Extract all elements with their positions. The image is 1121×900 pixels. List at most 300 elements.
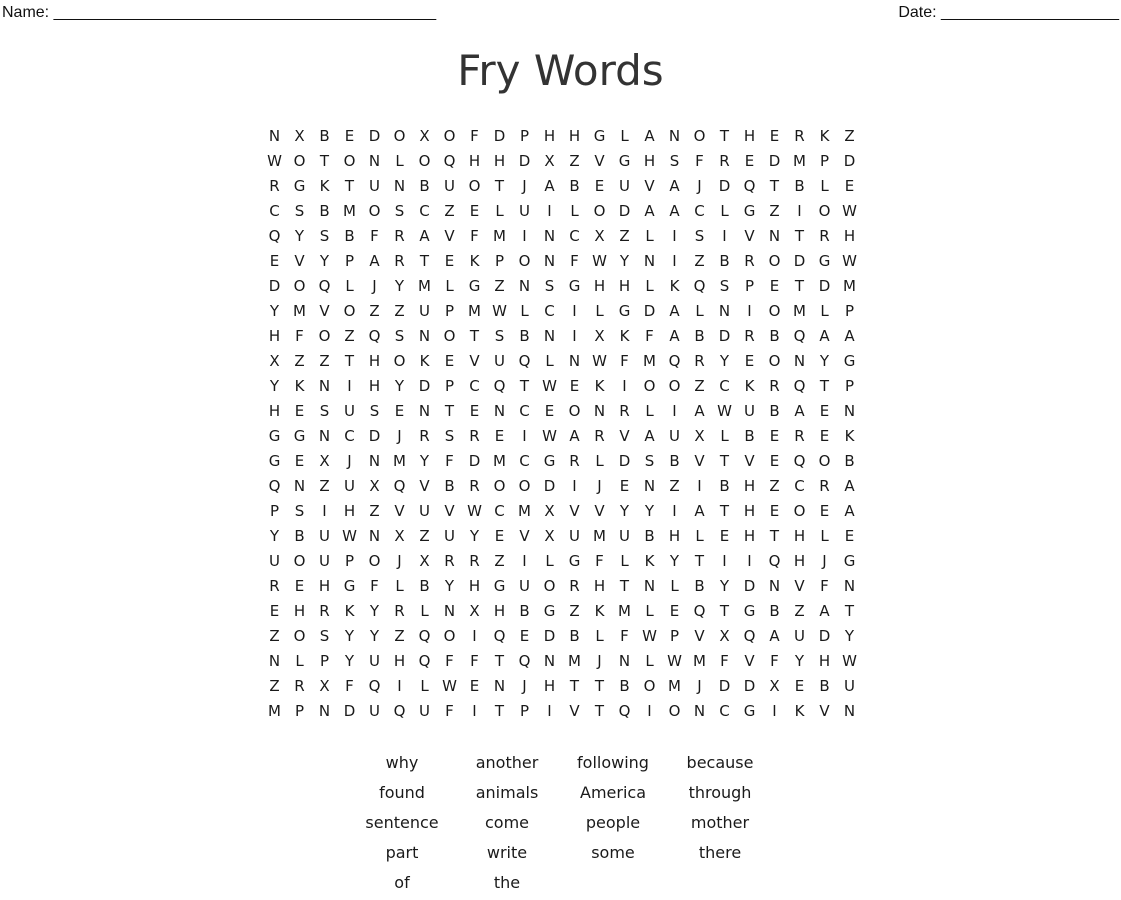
grid-letter: Q [368,677,381,695]
grid-letter: H [593,577,606,595]
grid-letter: M [493,227,506,245]
grid-letter: R [794,127,805,145]
grid-letter: N [318,427,331,445]
grid-letter: O [293,627,306,645]
grid-letter: S [319,227,330,245]
grid-letter: Z [569,602,580,620]
grid-letter: C [544,302,555,320]
grid-letter: G [843,352,856,370]
grid-letter: N [543,327,556,345]
grid-letter: O [293,552,306,570]
grid-letter: E [844,177,855,195]
grid-letter: T [794,277,805,295]
grid-letter: D [768,152,781,170]
grid-letter: D [743,577,756,595]
grid-letter: P [444,377,455,395]
grid-letter: E [469,402,480,420]
grid-letter: T [794,227,805,245]
grid-letter: F [720,652,729,670]
grid-letter: D [268,277,281,295]
grid-letter: P [494,252,505,270]
grid-letter: O [443,627,456,645]
grid-letter: K [619,327,630,345]
grid-letter: S [394,327,405,345]
grid-letter: M [693,652,706,670]
grid-letter: B [444,477,455,495]
word-list-item: mother [690,813,750,832]
grid-letter: K [294,377,305,395]
grid-letter: Z [269,677,280,695]
grid-letter: T [594,677,605,695]
grid-letter: T [519,377,530,395]
grid-letter: F [370,577,379,595]
grid-letter: V [444,227,455,245]
grid-letter: K [819,127,830,145]
grid-letter: O [693,127,706,145]
grid-letter: A [694,502,705,520]
grid-letter: L [495,202,504,220]
grid-letter: R [394,602,405,620]
grid-letter: D [368,427,381,445]
grid-letter: X [544,152,555,170]
grid-letter: T [344,177,355,195]
grid-letter: B [694,577,705,595]
grid-letter: G [543,452,556,470]
grid-letter: M [493,452,506,470]
grid-letter: B [319,127,330,145]
grid-letter: I [747,302,752,320]
grid-letter: Y [819,352,830,370]
grid-letter: Q [743,627,756,645]
grid-letter: T [569,677,580,695]
grid-letter: I [672,252,677,270]
grid-letter: M [843,277,856,295]
grid-letter: D [718,177,731,195]
date-field: Date: ____________________ [898,4,1119,21]
grid-letter: J [697,177,702,195]
grid-letter: E [794,677,805,695]
grid-letter: I [397,677,402,695]
grid-letter: I [472,627,477,645]
grid-letter: P [844,377,855,395]
grid-letter: V [569,502,580,520]
grid-letter: L [695,527,704,545]
grid-letter: D [818,277,831,295]
grid-letter: O [768,352,781,370]
grid-letter: R [569,452,580,470]
grid-letter: G [843,552,856,570]
grid-letter: B [419,577,430,595]
grid-letter: L [420,602,429,620]
grid-letter: V [744,452,755,470]
grid-letter: Y [619,502,630,520]
grid-letter: B [419,177,430,195]
grid-letter: A [844,502,855,520]
grid-letter: R [744,252,755,270]
grid-letter: E [494,527,505,545]
grid-letter: D [618,202,631,220]
grid-letter: H [843,227,856,245]
grid-letter: L [645,652,654,670]
grid-letter: O [493,477,506,495]
word-list-item: following [577,753,649,772]
grid-letter: Y [394,377,405,395]
grid-letter: C [469,377,480,395]
grid-letter: B [769,402,780,420]
grid-letter: K [644,552,655,570]
grid-letter: L [670,577,679,595]
grid-letter: O [518,252,531,270]
grid-letter: T [594,702,605,720]
grid-letter: N [293,477,306,495]
letter-grid [262,124,862,724]
grid-letter: Y [269,302,280,320]
grid-letter: S [694,227,705,245]
grid-letter: U [794,627,805,645]
grid-letter: N [768,227,781,245]
grid-letter: C [519,402,530,420]
grid-letter: B [844,452,855,470]
grid-letter: E [819,502,830,520]
grid-letter: S [319,627,330,645]
grid-letter: J [397,427,402,445]
grid-letter: I [547,702,552,720]
grid-letter: Y [469,527,480,545]
grid-letter: D [493,127,506,145]
grid-letter: U [419,302,430,320]
grid-letter: P [744,277,755,295]
grid-letter: Q [743,177,756,195]
grid-letter: H [343,502,356,520]
grid-letter: P [344,552,355,570]
grid-letter: I [772,702,777,720]
grid-letter: A [569,427,580,445]
grid-letter: N [568,352,581,370]
grid-letter: Y [319,252,330,270]
grid-letter: R [269,577,280,595]
grid-letter: F [295,327,304,345]
grid-letter: Q [318,277,331,295]
grid-letter: R [419,427,430,445]
grid-letter: T [419,252,430,270]
grid-letter: B [644,527,655,545]
grid-letter: K [744,377,755,395]
grid-letter: B [769,327,780,345]
grid-letter: N [493,402,506,420]
grid-letter: B [319,202,330,220]
grid-letter: W [542,377,557,395]
grid-letter: V [619,427,630,445]
grid-letter: F [620,352,629,370]
grid-letter: G [543,602,556,620]
grid-letter: Y [644,502,655,520]
grid-letter: N [643,477,656,495]
grid-letter: W [592,352,607,370]
grid-letter: S [369,402,380,420]
grid-letter: I [672,502,677,520]
grid-letter: E [769,452,780,470]
grid-letter: O [293,152,306,170]
grid-letter: T [494,652,505,670]
grid-letter: I [572,477,577,495]
grid-letter: E [469,677,480,695]
grid-letter: S [294,202,305,220]
grid-letter: Q [693,277,706,295]
grid-letter: H [643,152,656,170]
grid-letter: U [444,527,455,545]
grid-letter: Q [418,627,431,645]
grid-letter: O [518,477,531,495]
grid-letter: Z [694,252,705,270]
grid-letter: H [493,152,506,170]
grid-letter: R [694,352,705,370]
grid-letter: T [819,377,830,395]
grid-letter: A [819,327,830,345]
grid-letter: P [344,252,355,270]
grid-letter: W [492,302,507,320]
grid-letter: X [544,502,555,520]
grid-letter: N [368,152,381,170]
grid-letter: K [319,177,330,195]
grid-letter: Q [393,477,406,495]
grid-letter: Q [493,377,506,395]
grid-letter: V [794,577,805,595]
grid-letter: H [368,377,381,395]
grid-letter: K [344,602,355,620]
grid-letter: W [267,152,282,170]
grid-letter: K [594,602,605,620]
grid-letter: O [468,177,481,195]
grid-letter: C [694,202,705,220]
grid-letter: V [294,252,305,270]
grid-letter: Z [294,352,305,370]
word-list-item: part [385,843,419,862]
grid-letter: Q [618,702,631,720]
grid-letter: R [719,152,730,170]
grid-letter: A [644,127,655,145]
grid-letter: D [643,302,656,320]
grid-letter: H [743,127,756,145]
word-list-item: because [686,753,754,772]
grid-letter: F [695,152,704,170]
grid-letter: E [344,127,355,145]
grid-letter: Q [518,352,531,370]
grid-letter: T [494,702,505,720]
grid-letter: Y [294,227,305,245]
grid-letter: R [594,427,605,445]
grid-letter: E [294,452,305,470]
grid-letter: G [468,277,481,295]
grid-letter: M [643,352,656,370]
grid-letter: E [444,352,455,370]
grid-letter: A [694,402,705,420]
grid-letter: G [568,552,581,570]
word-list-item: found [379,783,425,802]
grid-letter: T [319,152,330,170]
grid-letter: I [347,377,352,395]
grid-letter: B [619,677,630,695]
word-list-item: write [486,843,528,862]
grid-letter: H [493,602,506,620]
grid-letter: L [445,277,454,295]
grid-letter: D [818,627,831,645]
grid-letter: L [545,352,554,370]
grid-letter: U [344,477,355,495]
grid-letter: S [319,402,330,420]
grid-letter: O [318,327,331,345]
grid-letter: A [794,402,805,420]
grid-letter: V [319,302,330,320]
grid-letter: K [669,277,680,295]
grid-letter: M [618,602,631,620]
grid-letter: I [622,377,627,395]
grid-letter: M [268,702,281,720]
grid-letter: R [269,177,280,195]
word-list-item: people [585,813,641,832]
grid-letter: H [593,277,606,295]
grid-letter: I [672,227,677,245]
word-list-item: why [385,753,419,772]
grid-letter: F [570,252,579,270]
grid-letter: E [469,202,480,220]
grid-letter: U [619,527,630,545]
grid-letter: U [744,402,755,420]
grid-letter: X [294,127,305,145]
grid-letter: N [618,652,631,670]
grid-letter: Y [619,252,630,270]
grid-letter: U [369,652,380,670]
grid-letter: P [819,152,830,170]
grid-letter: U [669,427,680,445]
grid-letter: Z [394,302,405,320]
word-list-item: come [484,813,529,832]
word-list-item: some [591,843,635,862]
grid-letter: C [344,427,355,445]
grid-letter: J [597,652,602,670]
grid-letter: V [744,652,755,670]
grid-letter: L [720,427,729,445]
grid-letter: F [470,652,479,670]
grid-letter: D [793,252,806,270]
grid-letter: X [594,227,605,245]
grid-letter: Z [419,527,430,545]
grid-letter: F [470,127,479,145]
grid-letter: S [669,152,680,170]
grid-letter: B [719,477,730,495]
grid-letter: Q [518,652,531,670]
grid-letter: T [719,127,730,145]
grid-letter: N [718,302,731,320]
grid-letter: E [519,627,530,645]
grid-letter: Y [719,352,730,370]
grid-letter: I [522,227,527,245]
grid-letter: N [668,127,681,145]
grid-letter: R [394,227,405,245]
grid-letter: V [644,177,655,195]
grid-letter: Z [494,552,505,570]
grid-letter: L [620,127,629,145]
grid-letter: X [369,477,380,495]
grid-letter: Y [719,577,730,595]
grid-letter: F [345,677,354,695]
grid-letter: U [619,177,630,195]
grid-letter: N [493,677,506,695]
grid-letter: J [522,177,527,195]
grid-letter: O [793,502,806,520]
grid-letter: N [843,402,856,420]
word-list-item: of [394,873,410,892]
grid-letter: Y [269,377,280,395]
grid-letter: S [444,427,455,445]
grid-letter: Y [419,452,430,470]
grid-letter: B [294,527,305,545]
grid-letter: V [469,352,480,370]
grid-letter: T [619,577,630,595]
grid-letter: O [393,352,406,370]
grid-letter: T [769,527,780,545]
grid-letter: W [592,252,607,270]
grid-letter: U [319,527,330,545]
grid-letter: U [419,502,430,520]
grid-letter: Z [494,277,505,295]
grid-letter: S [719,277,730,295]
grid-letter: Q [268,477,281,495]
grid-letter: E [819,402,830,420]
grid-letter: U [844,677,855,695]
grid-letter: U [419,702,430,720]
grid-letter: N [543,652,556,670]
grid-letter: Q [768,552,781,570]
grid-letter: F [620,627,629,645]
grid-letter: P [669,627,680,645]
grid-letter: N [543,227,556,245]
grid-letter: C [794,477,805,495]
grid-letter: E [744,152,755,170]
grid-letter: Q [793,327,806,345]
grid-letter: J [822,552,827,570]
grid-letter: O [668,702,681,720]
page-title: Fry Words [457,46,664,95]
grid-letter: D [543,627,556,645]
grid-letter: R [469,552,480,570]
grid-letter: F [595,552,604,570]
grid-letter: L [645,402,654,420]
grid-letter: T [344,352,355,370]
grid-letter: H [318,577,331,595]
grid-letter: Z [769,202,780,220]
grid-letter: L [570,202,579,220]
grid-letter: A [844,477,855,495]
grid-letter: R [469,427,480,445]
grid-letter: L [820,302,829,320]
grid-letter: L [645,277,654,295]
grid-letter: N [593,402,606,420]
grid-letter: D [618,452,631,470]
grid-letter: E [594,177,605,195]
grid-letter: F [445,702,454,720]
grid-letter: A [644,427,655,445]
grid-letter: X [394,527,405,545]
grid-letter: H [618,277,631,295]
grid-letter: I [522,552,527,570]
grid-letter: X [469,602,480,620]
grid-letter: K [594,377,605,395]
grid-letter: D [718,677,731,695]
grid-letter: K [419,352,430,370]
grid-letter: H [543,677,556,695]
grid-letter: Z [844,127,855,145]
grid-letter: A [669,202,680,220]
